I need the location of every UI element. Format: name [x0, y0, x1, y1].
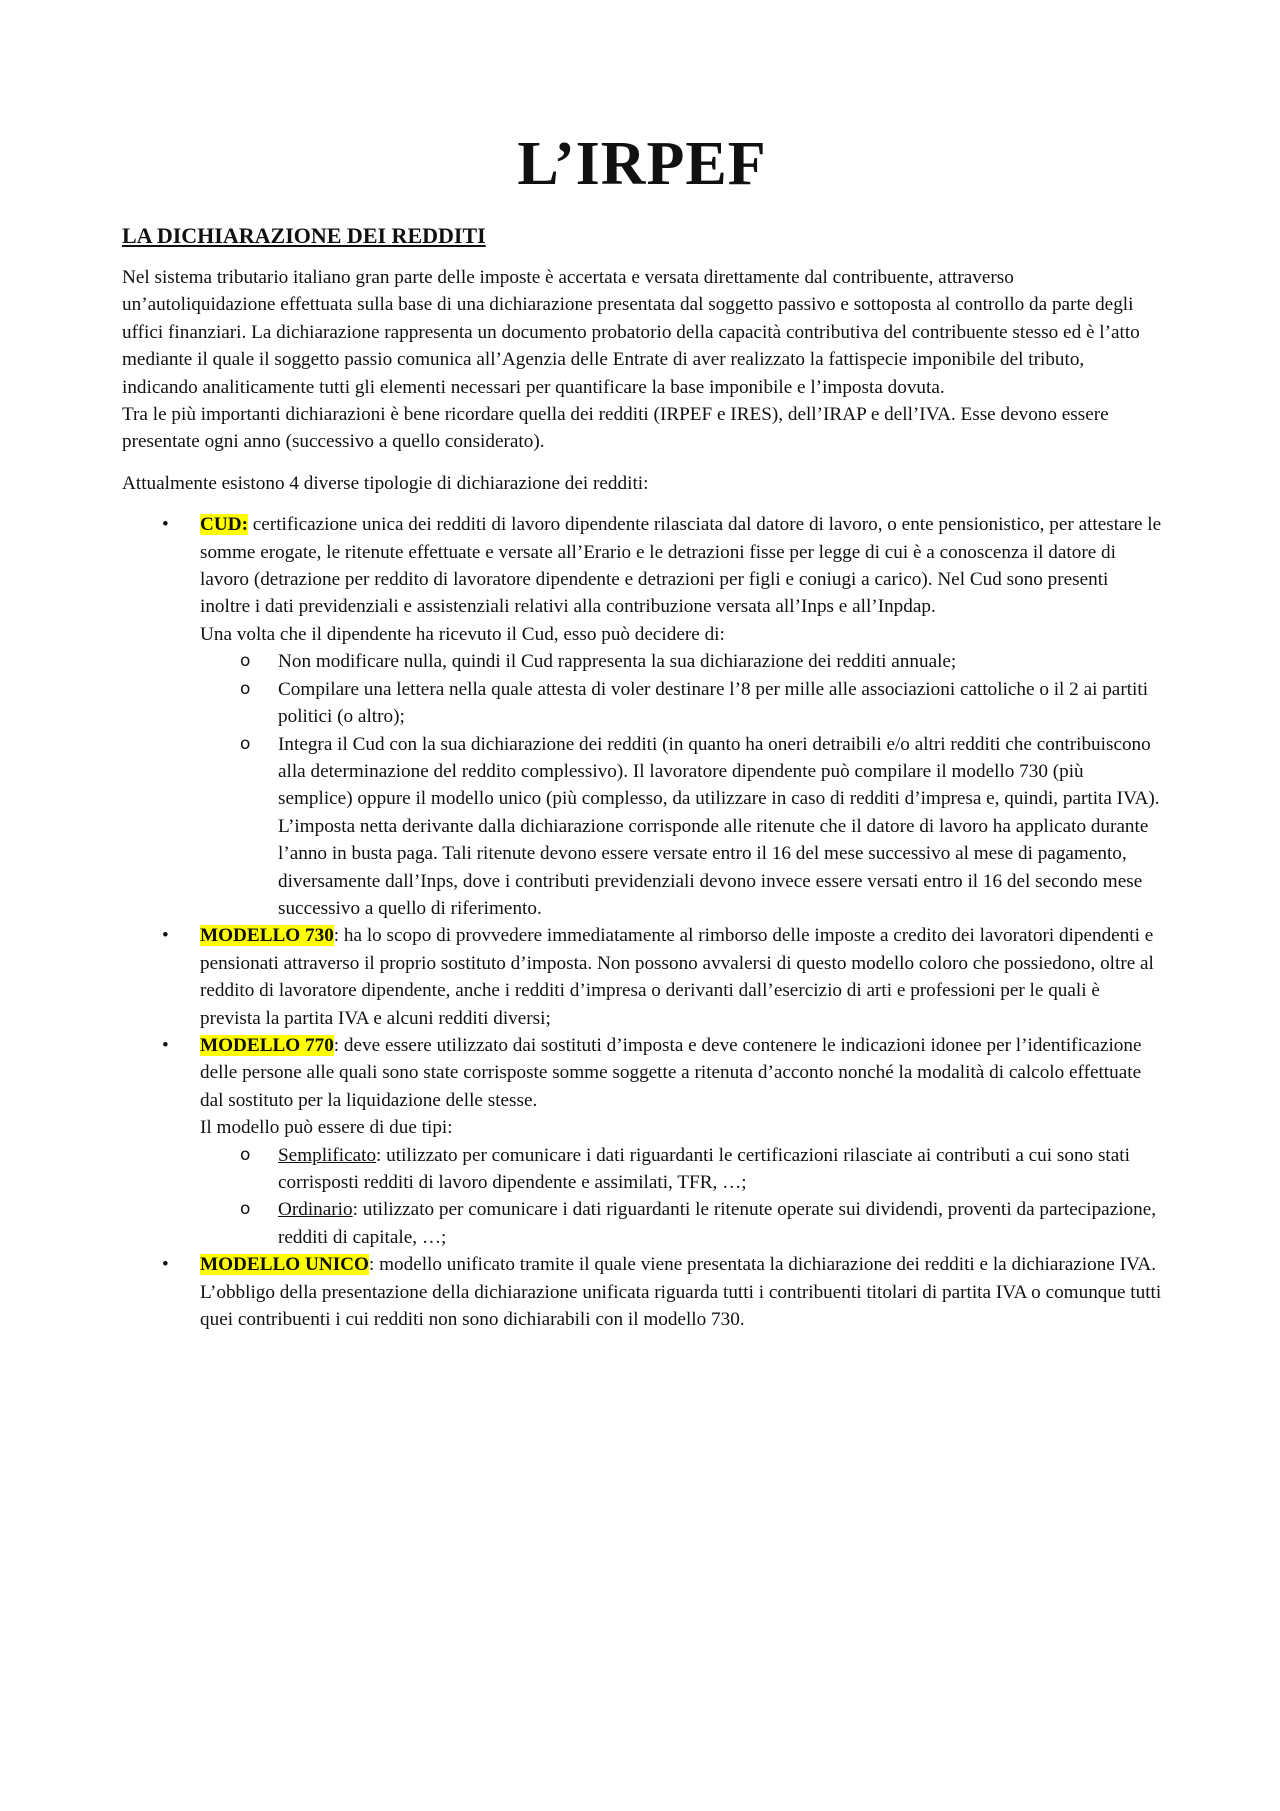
section-heading: LA DICHIARAZIONE DEI REDDITI [122, 223, 486, 248]
sub-item-label: Semplificato [278, 1144, 377, 1166]
document-title: L’IRPEF [517, 130, 767, 198]
circle-bullet-icon: o [240, 678, 251, 699]
sub-item-text: Compilare una lettera nella quale attesta di voler destinare l’8 per mille alle associazioni cattoliche o il 2 ai partiti politici (o altro); [278, 678, 1149, 728]
list-item-modello-730 [122, 922, 1162, 1032]
declaration-types-list [122, 511, 1162, 1333]
item-description: certificazione unica dei redditi di lavoro dipendente rilasciata dal datore di lavoro, o ente pensionistico, per attestare le somme erogate, le ritenute effettuate e versate all’Erario e le detrazioni fisse per legge di cui è a conoscenza il datore di lavoro (detrazione per reddito di lavoratore dipendente e detrazioni per figli e coniugi a carico). Nel Cud sono presenti inoltre i dati previdenziali e assistenziali relativi alla contribuzione versata all’Inps e all’Inpdap. [200, 514, 1162, 618]
model-770-types-list [200, 1142, 1162, 1252]
sub-list-item [200, 1142, 1162, 1197]
circle-bullet-icon: o [240, 651, 251, 672]
item-followup: Il modello può essere di due tipi: [200, 1117, 453, 1139]
bullet-icon: • [162, 925, 169, 947]
item-description: : ha lo scopo di provvedere immediatamente al rimborso delle imposte a credito dei lavoratori dipendenti e pensionati attraverso il proprio sostituto d’imposta. Non possono avvalersi di questo modello coloro che possiedono, oltre al reddito di lavoratore dipendente, anche i redditi d’impresa o derivanti dall’esercizio di arti e professioni per le quali è prevista la partita IVA e alcuni redditi diversi; [200, 925, 1154, 1029]
sub-item-label: Ordinario [278, 1199, 353, 1221]
document-page [122, 0, 1162, 1333]
intro-paragraph: Attualmente esistono 4 diverse tipologie di dichiarazione dei redditi: [122, 472, 649, 494]
sub-list-item [200, 648, 1162, 675]
sub-list-item [200, 1196, 1162, 1251]
highlighted-term: MODELLO 730 [200, 925, 334, 947]
intro-paragraph: Tra le più importanti dichiarazioni è bene ricordare quella dei redditi (IRPEF e IRES), dell’IRAP e dell’IVA. Esse devono essere presentate ogni anno (successivo a quello considerato). [122, 404, 1109, 453]
list-item-modello-unico [122, 1251, 1162, 1333]
sub-list-item [200, 676, 1162, 731]
circle-bullet-icon: o [240, 1199, 251, 1220]
highlighted-term: MODELLO UNICO [200, 1254, 369, 1276]
intro-paragraph: Nel sistema tributario italiano gran parte delle imposte è accertata e versata direttamente dal contribuente, attraverso un’autoliquidazione effettuata sulla base di una dichiarazione presentata dal soggetto passivo e sottoposta al controllo da parte degli uffici finanziari. La dichiarazione rappresenta un documento probatorio della capacità contributiva del contribuente stesso ed è l’atto mediante il quale il soggetto passio comunica all’Agenzia delle Entrate di aver realizzato la fattispecie imponibile del tributo, indicando analiticamente tutti gli elementi necessari per quantificare la base imponibile e l’imposta dovuta. [122, 267, 1140, 398]
item-description: : modello unificato tramite il quale viene presentata la dichiarazione dei redditi e la dichiarazione IVA. L’obbligo della presentazione della dichiarazione unificata riguarda tutti i contribuenti titolari di partita IVA o comunque tutti quei contribuenti i cui redditi non sono dichiarabili con il modello 730. [200, 1254, 1162, 1331]
item-description: : deve essere utilizzato dai sostituti d’imposta e deve contenere le indicazioni idonee per l’identificazione delle persone alle quali sono state corrisposte somme soggette a ritenuta d’acconto nonché la modalità di calcolo effettuate dal sostituto per la liquidazione delle stesse. [200, 1034, 1142, 1111]
highlighted-term: CUD: [200, 514, 248, 536]
bullet-icon: • [162, 1034, 169, 1056]
list-item-modello-770 [122, 1032, 1162, 1251]
bullet-icon: • [162, 514, 169, 536]
bullet-icon: • [162, 1254, 169, 1276]
sub-item-text: : utilizzato per comunicare i dati riguardanti le ritenute operate sui dividendi, proventi da partecipazione, redditi di capitale, …; [278, 1199, 1157, 1248]
sub-item-text: Integra il Cud con la sua dichiarazione dei redditi (in quanto ha oneri detraibili e/o altri redditi che contribuiscono alla determinazione del reddito complessivo). Il lavoratore dipendente può compilare il modello 730 (più semplice) oppure il modello unico (più complesso, da utilizzare in caso di redditi d’impresa e, quindi, partita IVA). L’imposta netta derivante dalla dichiarazione corrisponde alle ritenute che il datore di lavoro ha applicato durante l’anno in busta paga. Tali ritenute devono essere versate entro il 16 del mese successivo al mese di pagamento, diversamente dall’Inps, dove i contributi previdenziali devono invece essere versati entro il 16 del secondo mese successivo a quello di riferimento. [278, 733, 1160, 919]
sub-item-text: : utilizzato per comunicare i dati riguardanti le certificazioni rilasciate ai contributi a cui sono stati corrisposti redditi di lavoro dipendente e assimilati, TFR, …; [278, 1144, 1130, 1193]
circle-bullet-icon: o [240, 733, 251, 754]
item-followup: Una volta che il dipendente ha ricevuto il Cud, esso può decidere di: [200, 623, 725, 645]
cud-options-list [200, 648, 1162, 922]
sub-item-text: Non modificare nulla, quindi il Cud rappresenta la sua dichiarazione dei redditi annuale; [278, 651, 957, 673]
sub-list-item [200, 731, 1162, 923]
highlighted-term: MODELLO 770 [200, 1034, 334, 1056]
circle-bullet-icon: o [240, 1144, 251, 1165]
list-item-cud [122, 511, 1162, 922]
